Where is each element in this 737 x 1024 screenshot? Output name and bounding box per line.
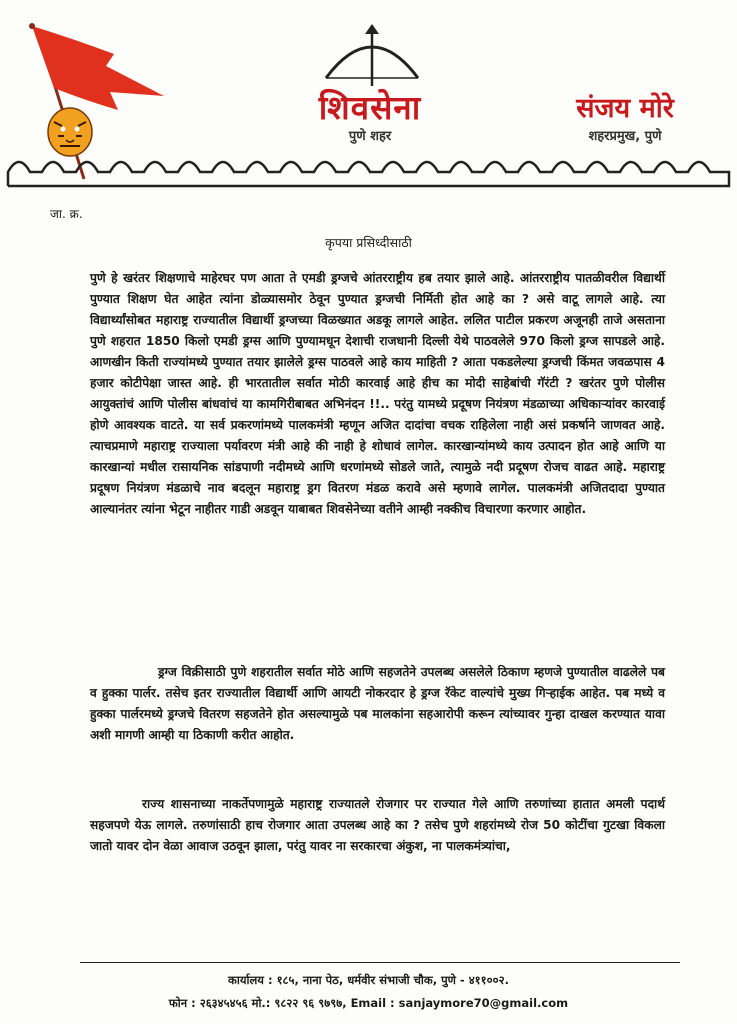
flag-cloth-icon <box>32 26 164 110</box>
paragraph-1: पुणे हे खरंतर शिक्षणाचे माहेरघर पण आता ते एमडी ड्रग्जचे आंतरराष्ट्रीय हब तयार झाले आहे. आंतरराष्ट्रीय पातळीवरील विद्यार्थी पुण्यात शिक्षण घेत आहेत त्यांना डोळ्यासमोर ठेवून पुण्यात ड्रग्जची निर्मिती होत आहे का ? असे वाटू लागले आहे. त्या विद्यार्थ्यांसोबत महाराष्ट्र राज्यातील विद्यार्थी ड्रग्जच्या विळख्यात अडकू लागले आहेत. ललित पाटील प्रकरण अजूनही ताजे असताना पुणे शहरात 1850 किलो एमडी ड्रग्स आणि पुण्यामधून देशाची राजधानी दिल्ली येथे पाठवलेले 970 किलो ड्रग्ज सापडले आहे. आणखीन किती राज्यांमध्ये पुण्यात तयार झालेले ड्रग्स पाठवले आहे काय माहिती ? आता पकडलेल्या ड्रग्जची किंमत जवळपास 4 हजार कोटीपेक्षा जास्त आहे. ही भारतातील सर्वात मोठी कारवाई आहे हीच का मोदी साहेबांची गॅरंटी ? खरंतर पुणे पोलीस आयुक्तांचं आणि पोलीस बांधवांचं या कामगिरीबाबत अभिनंदन !!.. परंतु यामध्ये प्रदूषण नियंत्रण मंडळाच्या अधिकाऱ्यांवर कारवाई होणे आवश्यक वाटते. या सर्व प्रकरणांमध्ये पालकमंत्री म्हणून अजित दादांचा वचक राहिलेला नाही असं प्रकर्षाने जाणवत आहे. त्याचप्रमाणे महाराष्ट्र राज्याला पर्यावरण मंत्री आहे की नाही हे शोधावं लागेल. कारखान्यांमध्ये काय उत्पादन होत आहे आणि या कारखान्यां मधील रासायनिक सांडपाणी नदीमध्ये आणि धरणांमध्ये सोडले जाते, त्यामुळे नदी प्रदूषण रोजच वाढत आहे. महाराष्ट्र प्रदूषण नियंत्रण मंडळाचे नाव बदलून महाराष्ट्र ड्रग वितरण मंडळ करावे असे म्हणावे लागेल. पालकमंत्री अजितदादा पुण्यात आल्यानंतर त्यांना भेटून नाहीतर गाडी अडवून याबाबत शिवसेनेच्या वतीने आम्ही नक्कीच विचारणा करणार आहोत. <box>90 271 665 516</box>
fort-battlement-border <box>0 150 737 190</box>
contact-info: फोन : २६३४५४५६ मो.: ९८२२ ९६ ९७९७, Email : sanjaymore70@gmail.com <box>168 996 569 1010</box>
letter-heading: कृपया प्रसिध्दीसाठी <box>325 235 412 250</box>
party-name: शिवसेना <box>318 88 422 127</box>
footer-divider <box>80 962 680 963</box>
bow-and-arrow-icon <box>322 22 422 88</box>
office-address: कार्यालय : १८५, नाना पेठ, धर्मवीर संभाजी चौक, पुणे - ४११००२. <box>228 973 509 987</box>
paragraph-3: राज्य शासनाच्या नाकर्तेपणामुळे महाराष्ट्र राज्यातले रोजगार पर राज्यात गेले आणि तरुणांच्या हातात अमली पदार्थ सहजपणे येऊ लागले. तरुणांसाठी हाच रोजगार आता उपलब्ध आहे का ? तसेच पुणे शहरांमध्ये रोज 50 कोटींचा गुटखा विकला जातो यावर दोन वेळा आवाज उठवून झाला, परंतु यावर ना सरकारचा अंकुश, ना पालकमंत्र्यांचा, <box>90 797 665 853</box>
tiger-emblem-icon <box>48 108 92 156</box>
paragraph-2: ड्रग्ज विक्रीसाठी पुणे शहरातील सर्वात मोठे आणि सहजतेने उपलब्ध असलेले ठिकाण म्हणजे पुण्यातील वाढलेले पब व हुक्का पार्लर. तसेच इतर राज्यातील विद्यार्थी आणि आयटी नोकरदार हे ड्रग्ज रॅकेट वाल्यांचे मुख्य गिऱ्हाईक आहेत. पब मध्ये व हुक्का पार्लरमध्ये ड्रग्जचे वितरण सहजतेने होत असल्यामुळे पब मालकांना सहआरोपी करून त्यांच्यावर गुन्हा दाखल करण्यात यावा अशी मागणी आम्ही या ठिकाणी करीत आहोत. <box>90 665 665 742</box>
person-name: संजय मोरे <box>576 93 674 124</box>
person-title: शहरप्रमुख, पुणे <box>588 129 662 144</box>
reference-number-label: जा. क्र. <box>50 207 83 221</box>
party-city: पुणे शहर <box>348 129 392 144</box>
